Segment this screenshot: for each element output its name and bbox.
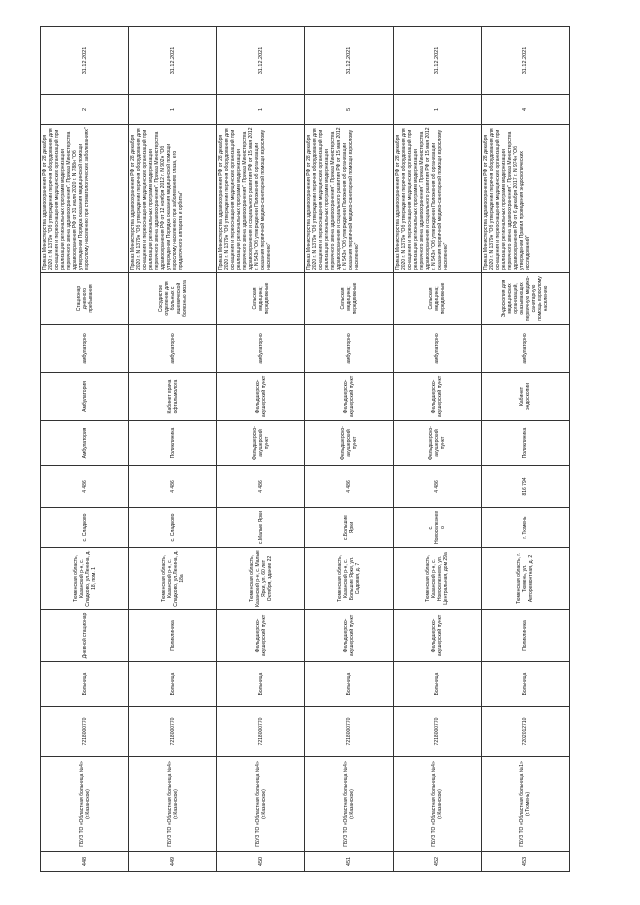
cell-address: Тюменская область, Казанский р-н, с. Большие Ярки, ул. Садовая, д. 7	[305, 548, 393, 610]
cell-qty: 1	[393, 95, 481, 125]
cell-kind: Поликлиника	[481, 421, 569, 466]
cell-population: 4 486	[393, 466, 481, 508]
cell-settlement: с.Большие Ярки	[305, 508, 393, 548]
cell-org: ГБУЗ ТО «Областная больница №4» (г.Казанское)	[305, 757, 393, 852]
cell-qty: 1	[129, 95, 217, 125]
table-row	[217, 27, 305, 872]
cell-settlement: г. Тюмень	[481, 508, 569, 548]
rotated-table-wrapper	[40, 27, 570, 872]
cell-object: Фельдшерско-акушерский пункт	[393, 373, 481, 421]
cell-basis: Приказ Министерства здравоохранения РФ от 28 декабря 2020 г. N 1379н "Об утверждении перечня оборудования для оснащения и переоснащения медицинских организаций при реализации региональных программ модернизации первичного звена здравоохранения". Приказ Министерства здравоохранения РФ от 6 декабря 2017 г. N 974н "Об утверждении Правил проведения эндоскопических исследований"	[481, 125, 569, 273]
cell-org: ГБУЗ ТО «Областная больница №4» (г.Казанское)	[393, 757, 481, 852]
table-row	[393, 27, 481, 872]
cell-form: амбулаторно	[305, 325, 393, 373]
table-body	[41, 27, 570, 872]
cell-kind: Фельдшерско-акушерский пункт	[217, 421, 305, 466]
cell-settlement: с. Сладково	[41, 508, 129, 548]
cell-date: 31.12.2021	[41, 27, 129, 95]
cell-date: 31.12.2021	[129, 27, 217, 95]
cell-address: Тюменская область, Казанский р-н, с. Новоселезнево, ул. Центральная, дом 29а	[393, 548, 481, 610]
cell-profile: Эндоскопия для медицинских организаций, оказывающих первичную медико-санитарную помощь взрослому населению	[481, 273, 569, 325]
table-row	[481, 27, 569, 872]
cell-code: 7202012710	[481, 707, 569, 757]
cell-unit: Поликлиника	[481, 610, 569, 662]
cell-kind: Фельдшерско-акушерский пункт	[393, 421, 481, 466]
cell-org: ГБУЗ ТО «Областная больница №1» (г.Тюмень)	[481, 757, 569, 852]
cell-basis: Приказ Министерства здравоохранения РФ от 28 декабря 2020 г. N 1379н "Об утверждении перечня оборудования для оснащения и переоснащения медицинских организаций при реализации региональных программ модернизации первичного звена здравоохранения". Приказ Министерства здравоохранения и социального развития РФ от 15 мая 2012 г. N 543н "Об утверждении Положения об организации оказания первичной медико-санитарной помощи взрослому населению"	[393, 125, 481, 273]
cell-object: Кабинет врача офтальмолога	[129, 373, 217, 421]
cell-address: Тюменская область, Казанский р-н, с. Сладково, ул.Ленина, д. 18, пом. 1	[41, 548, 129, 610]
cell-qty: 2	[41, 95, 129, 125]
cell-profile: Сельская медицина; передвижные	[393, 273, 481, 325]
cell-profile: Сельская медицина; передвижные	[305, 273, 393, 325]
cell-basis: Приказ Министерства здравоохранения РФ от 28 декабря 2020 г. N 1379н "Об утверждении перечня оборудования для оснащения и переоснащения медицинских организаций при реализации региональных программ модернизации первичного звена здравоохранения". Приказ Министерства здравоохранения и социального развития РФ от 15 мая 2012 г. N 543н "Об утверждении Положения об организации оказания первичной медико-санитарной помощи взрослому населению"	[217, 125, 305, 273]
cell-num: 453	[481, 852, 569, 872]
cell-type: Больница	[481, 662, 569, 707]
equipment-table	[40, 26, 570, 872]
cell-num: 451	[305, 852, 393, 872]
cell-org: ГБУЗ ТО «Областная больница №4» (г.Казанское)	[129, 757, 217, 852]
cell-unit: Фельдшерско-акушерский пункт	[393, 610, 481, 662]
cell-type: Больница	[41, 662, 129, 707]
cell-code: 7218000770	[305, 707, 393, 757]
cell-num: 448	[41, 852, 129, 872]
cell-form: амбулаторно	[393, 325, 481, 373]
cell-org: ГБУЗ ТО «Областная больница №4» (г.Казанское)	[41, 757, 129, 852]
cell-num: 449	[129, 852, 217, 872]
table-row	[129, 27, 217, 872]
cell-qty: 4	[481, 95, 569, 125]
cell-code: 7218000770	[129, 707, 217, 757]
cell-num: 450	[217, 852, 305, 872]
cell-date: 31.12.2021	[217, 27, 305, 95]
cell-qty: 1	[217, 95, 305, 125]
cell-profile: Стационар дневного пребывания	[41, 273, 129, 325]
cell-settlement: с. Сладково	[129, 508, 217, 548]
cell-address: Тюменская область, Казанский р-н, с. Малые Ярки, ул. 60 лет Октября, здание 22	[217, 548, 305, 610]
cell-type: Больница	[393, 662, 481, 707]
cell-unit: Фельдшерско-акушерский пункт	[217, 610, 305, 662]
cell-date: 31.12.2021	[305, 27, 393, 95]
cell-kind: Фельдшерско-акушерский пункт	[305, 421, 393, 466]
cell-object: Фельдшерско-акушерский пункт	[305, 373, 393, 421]
cell-code: 7218000770	[393, 707, 481, 757]
cell-type: Больница	[305, 662, 393, 707]
cell-unit: Фельдшерско-акушерский пункт	[305, 610, 393, 662]
cell-qty: 5	[305, 95, 393, 125]
cell-population: 4 486	[217, 466, 305, 508]
cell-unit: Дневной стационар	[41, 610, 129, 662]
cell-settlement: с. Новоселезнево	[393, 508, 481, 548]
cell-object: Фельдшерско-акушерский пункт	[217, 373, 305, 421]
cell-org: ГБУЗ ТО «Областная больница №4» (г.Казанское)	[217, 757, 305, 852]
cell-population: 4 486	[305, 466, 393, 508]
cell-kind: Амбулатория	[41, 421, 129, 466]
cell-date: 31.12.2021	[393, 27, 481, 95]
cell-population: 816 794	[481, 466, 569, 508]
cell-object: Кабинет эндоскопии	[481, 373, 569, 421]
cell-basis: Приказ Министерства здравоохранения РФ от 28 декабря 2020 г. N 1379н "Об утверждении перечня оборудования для оснащения и переоснащения медицинских организаций при реализации региональных программ модернизации первичного звена здравоохранения". Приказ Министерства здравоохранения и социального развития РФ от 15 мая 2012 г. N 543н "Об утверждении Положения об организации оказания первичной медико-санитарной помощи взрослому населению"	[305, 125, 393, 273]
cell-kind: Поликлиника	[129, 421, 217, 466]
cell-date: 31.12.2021	[481, 27, 569, 95]
cell-code: 7218000770	[41, 707, 129, 757]
cell-basis: Приказ Министерства здравоохранения РФ от 28 декабря 2020 г. N 1379н "Об утверждении перечня оборудования для оснащения и переоснащения медицинских организаций при реализации региональных программ модернизации первичного звена здравоохранения". Приказ Министерства здравоохранения РФ от 31 июля 2020 г. N 788н "Об утверждении Порядка оказания медицинской помощи взрослому населению при стоматологических заболеваниях"	[41, 125, 129, 273]
cell-profile: Сосудистое отделение для больных с ишемической болезнью мозга	[129, 273, 217, 325]
cell-num: 452	[393, 852, 481, 872]
cell-unit: Поликлиника	[129, 610, 217, 662]
cell-form: амбулаторно	[129, 325, 217, 373]
cell-settlement: с.Малые Ярки	[217, 508, 305, 548]
table-row	[305, 27, 393, 872]
cell-form: амбулаторно	[481, 325, 569, 373]
cell-code: 7218000770	[217, 707, 305, 757]
cell-form: амбулаторно	[217, 325, 305, 373]
cell-basis: Приказ Министерства здравоохранения РФ от 28 декабря 2020 г. N 1379н "Об утверждении перечня оборудования для оснащения и переоснащения медицинских организаций при реализации региональных программ модернизации первичного звена здравоохранения". Приказ Министерства здравоохранения РФ от 12 ноября 2012 г. N 902н "Об утверждении Порядка оказания медицинской помощи взрослому населению при заболеваниях глаза, его придаточного аппарата и орбиты"	[129, 125, 217, 273]
cell-address: Тюменская область, Казанский р-н, с. Сладково, ул.Ленина, д. 18а	[129, 548, 217, 610]
cell-population: 4 486	[41, 466, 129, 508]
cell-object: Амбулатория	[41, 373, 129, 421]
cell-form: амбулаторно	[41, 325, 129, 373]
table-row	[41, 27, 129, 872]
cell-profile: Сельская медицина; передвижные	[217, 273, 305, 325]
cell-address: Тюменская область, г. Тюмень, ул. Авторемонтная, д. 2	[481, 548, 569, 610]
cell-type: Больница	[129, 662, 217, 707]
cell-population: 4 486	[129, 466, 217, 508]
cell-type: Больница	[217, 662, 305, 707]
